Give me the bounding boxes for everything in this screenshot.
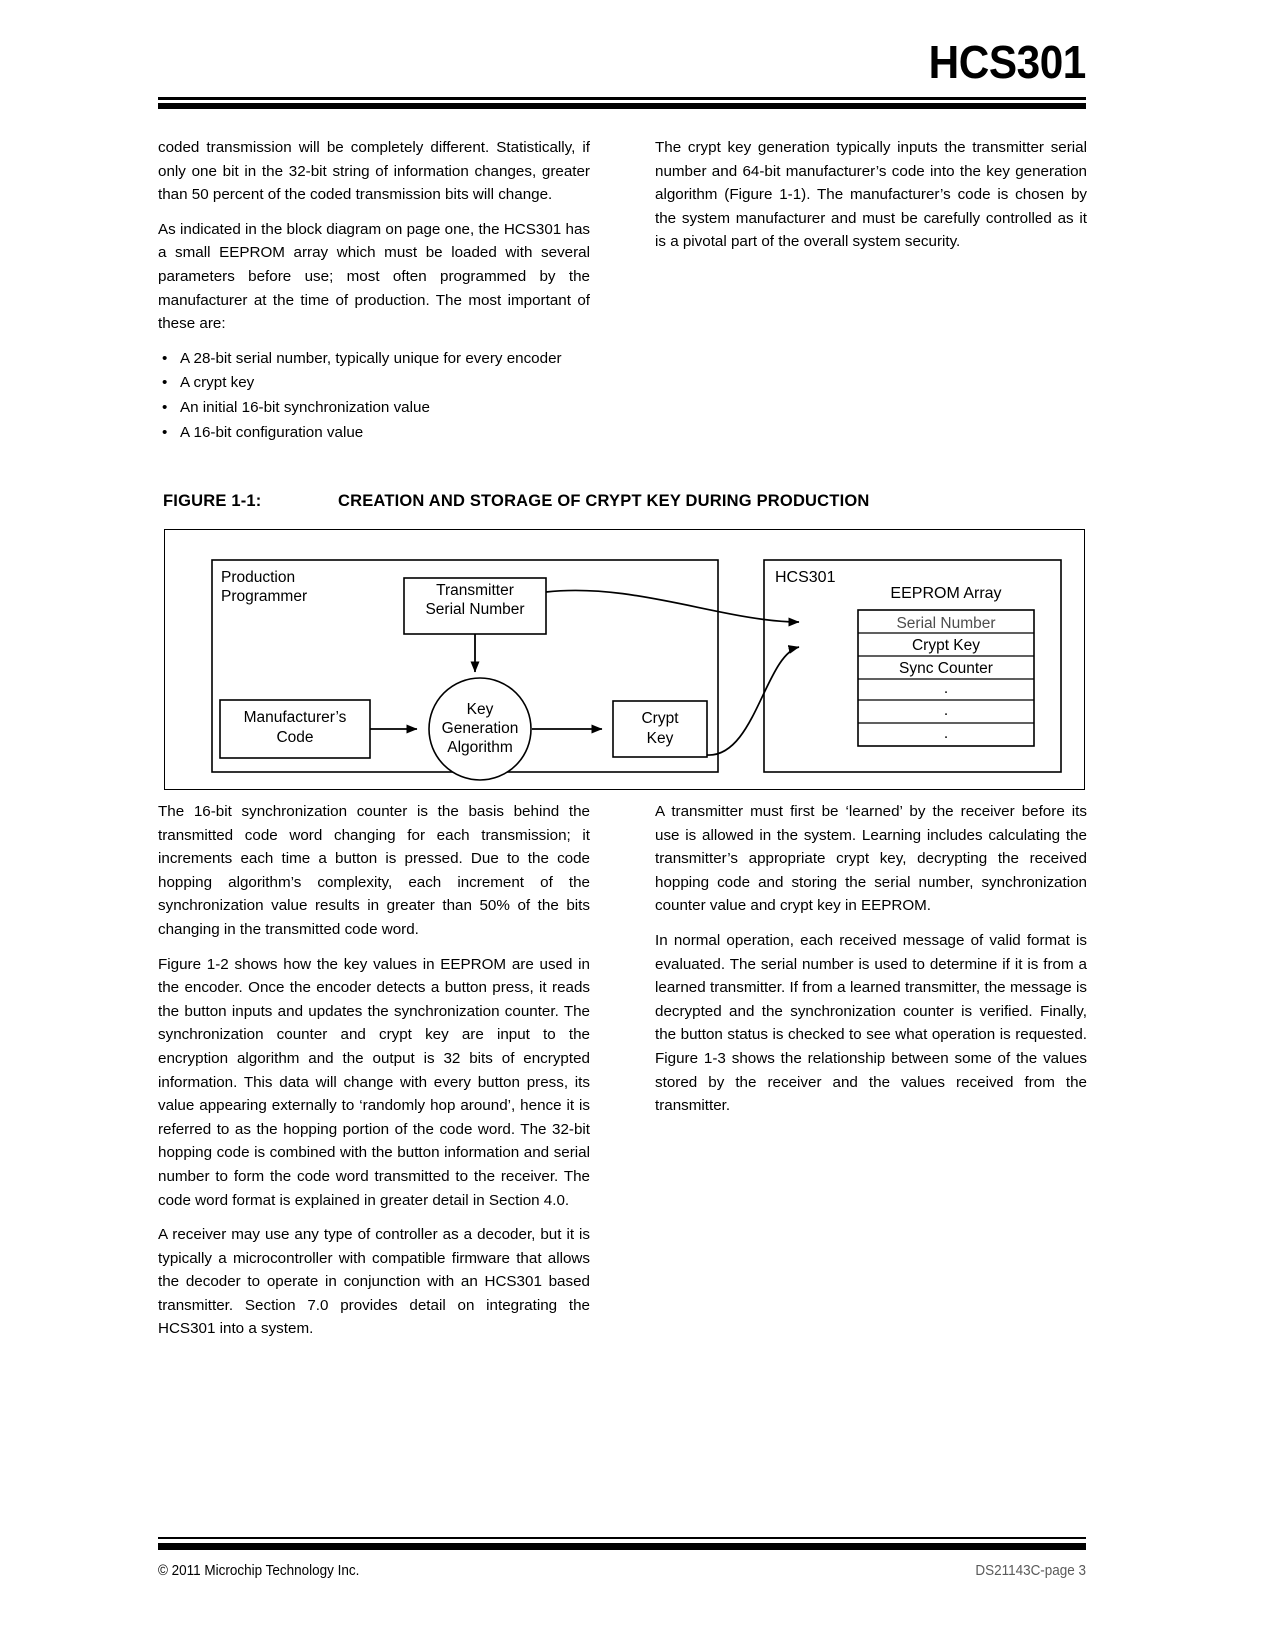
bullet-icon: • [162,423,168,441]
list-item [158,421,590,445]
transmitter-serial-number-label-line1: Transmitter [436,582,514,599]
bullet-icon: • [162,349,168,367]
paragraph: The 16-bit synchronization counter is the basis behind the transmitted code word changing for each transmission; it increments each time a button is pressed. Due to the code hopping algorithm’s complexity, each increment of the synchronization value results in greater than 50% of the bits changing in the transmitted code word. [158,803,590,938]
paragraph: As indicated in the block diagram on page one, the HCS301 has a small EEPROM array which must be loaded with several parameters before use; most often programmed by the manufacturer at the time of production. The most important of these are: [158,220,590,333]
eeprom-row-ellipsis-3: . [943,725,949,742]
paragraph: A transmitter must first be ‘learned’ by the receiver before its use is allowed in the system. Learning includes calculating the transmitter’s appropriate crypt key, decrypting the received hopping code and storing the serial number, synchronization counter value and crypt key in EEPROM. [655,803,1087,915]
left-column-top [158,136,590,445]
eeprom-row-ellipsis-1: . [943,680,949,697]
eeprom-row-serial-number: Serial Number [896,615,996,632]
footer-copyright: © 2011 Microchip Technology Inc. [158,1563,360,1579]
right-column-top [655,136,1087,254]
manufacturers-code-label-line1: Manufacturer’s [243,709,347,726]
list-item [158,396,590,420]
paragraph: Figure 1-2 shows how the key values in EEPROM are used in the encoder. Once the encoder detects a button press, it reads the button inputs and updates the synchronization counter. The synchronization counter and crypt key are input to the encryption algorithm and the output is 32 bits of encrypted information. This data will change with every button press, its value appearing externally to ‘randomly hop around’, hence it is referred to as the hopping portion of the code word. The 32-bit hopping code is combined with the button information and serial number to form the code word transmitted to the receiver. The code word format is explained in greater detail in Section 4.0. [158,955,590,1209]
hcs301-label: HCS301 [775,569,836,586]
paragraph: A receiver may use any type of controller as a decoder, but it is typically a microcontroller with compatible firmware that allows the decoder to operate in conjunction with an HCS301 based transmitter. Section 7.0 provides detail on integrating the HCS301 into a system. [158,1226,590,1338]
eeprom-array-label: EEPROM Array [890,585,1002,602]
crypt-key-label-line1: Crypt [641,710,679,727]
production-programmer-label-line2: Programmer [221,588,308,605]
left-column-bottom [158,800,590,1341]
transmitter-serial-number-label-line2: Serial Number [425,601,525,618]
header-rule-thick [158,103,1086,109]
paragraph: coded transmission will be completely different. Statistically, if only one bit in the 32-bit string of information changes, greater than 50 percent of the coded transmission bits will change. [158,139,590,204]
paragraph: In normal operation, each received message of valid format is evaluated. The serial number is used to determine if it is from a learned transmitter. If from a learned transmitter, the message is decrypted and the synchronization counter is verified. Finally, the button status is checked to see what operation is requested. Figure 1-3 shows the relationship between some of the values stored by the receiver and the values received from the transmitter. [655,931,1087,1115]
page-header [158,36,1086,106]
production-programmer-label-line1: Production [221,569,296,586]
parameter-bullet-list [158,347,590,444]
list-item-label: A 28-bit serial number, typically unique for every encoder [180,349,562,367]
right-column-bottom [655,800,1087,1118]
header-rule-thin [158,97,1086,100]
eeprom-row-sync-counter: Sync Counter [899,660,993,677]
bullet-icon: • [162,374,168,392]
key-generation-label-line1: Key [466,701,494,718]
manufacturers-code-label-line2: Code [276,729,314,746]
figure-caption-label: FIGURE 1-1: [163,492,262,510]
crypt-key-label-line2: Key [646,730,674,747]
list-item-label: An initial 16-bit synchronization value [180,398,430,416]
list-item [158,371,590,395]
eeprom-row-crypt-key: Crypt Key [911,637,981,654]
footer-document-id: DS21143C-page 3 [975,1563,1086,1579]
figure-1-1 [164,529,1085,790]
figure-caption [163,492,1093,511]
list-item [158,347,590,371]
footer-rule-thick [158,1543,1086,1550]
figure-caption-title: CREATION AND STORAGE OF CRYPT KEY DURING PRODUCTION [338,492,870,510]
device-title: HCS301 [928,36,1086,88]
list-item-label: A 16-bit configuration value [180,423,364,441]
arrow-serial-to-eeprom [546,590,799,622]
key-generation-label-line3: Algorithm [447,739,513,756]
footer-rule-thin [158,1537,1086,1539]
eeprom-row-ellipsis-2: . [943,702,949,719]
bullet-icon: • [162,398,168,416]
arrow-cryptkey-to-eeprom [707,647,799,755]
key-generation-label-line2: Generation [441,720,519,737]
paragraph: The crypt key generation typically inputs the transmitter serial number and 64-bit manufacturer’s code into the key generation algorithm (Figure 1-1). The manufacturer’s code is chosen by the system manufacturer and must be carefully controlled as it is a pivotal part of the overall system security. [655,139,1087,251]
list-item-label: A crypt key [180,374,255,392]
